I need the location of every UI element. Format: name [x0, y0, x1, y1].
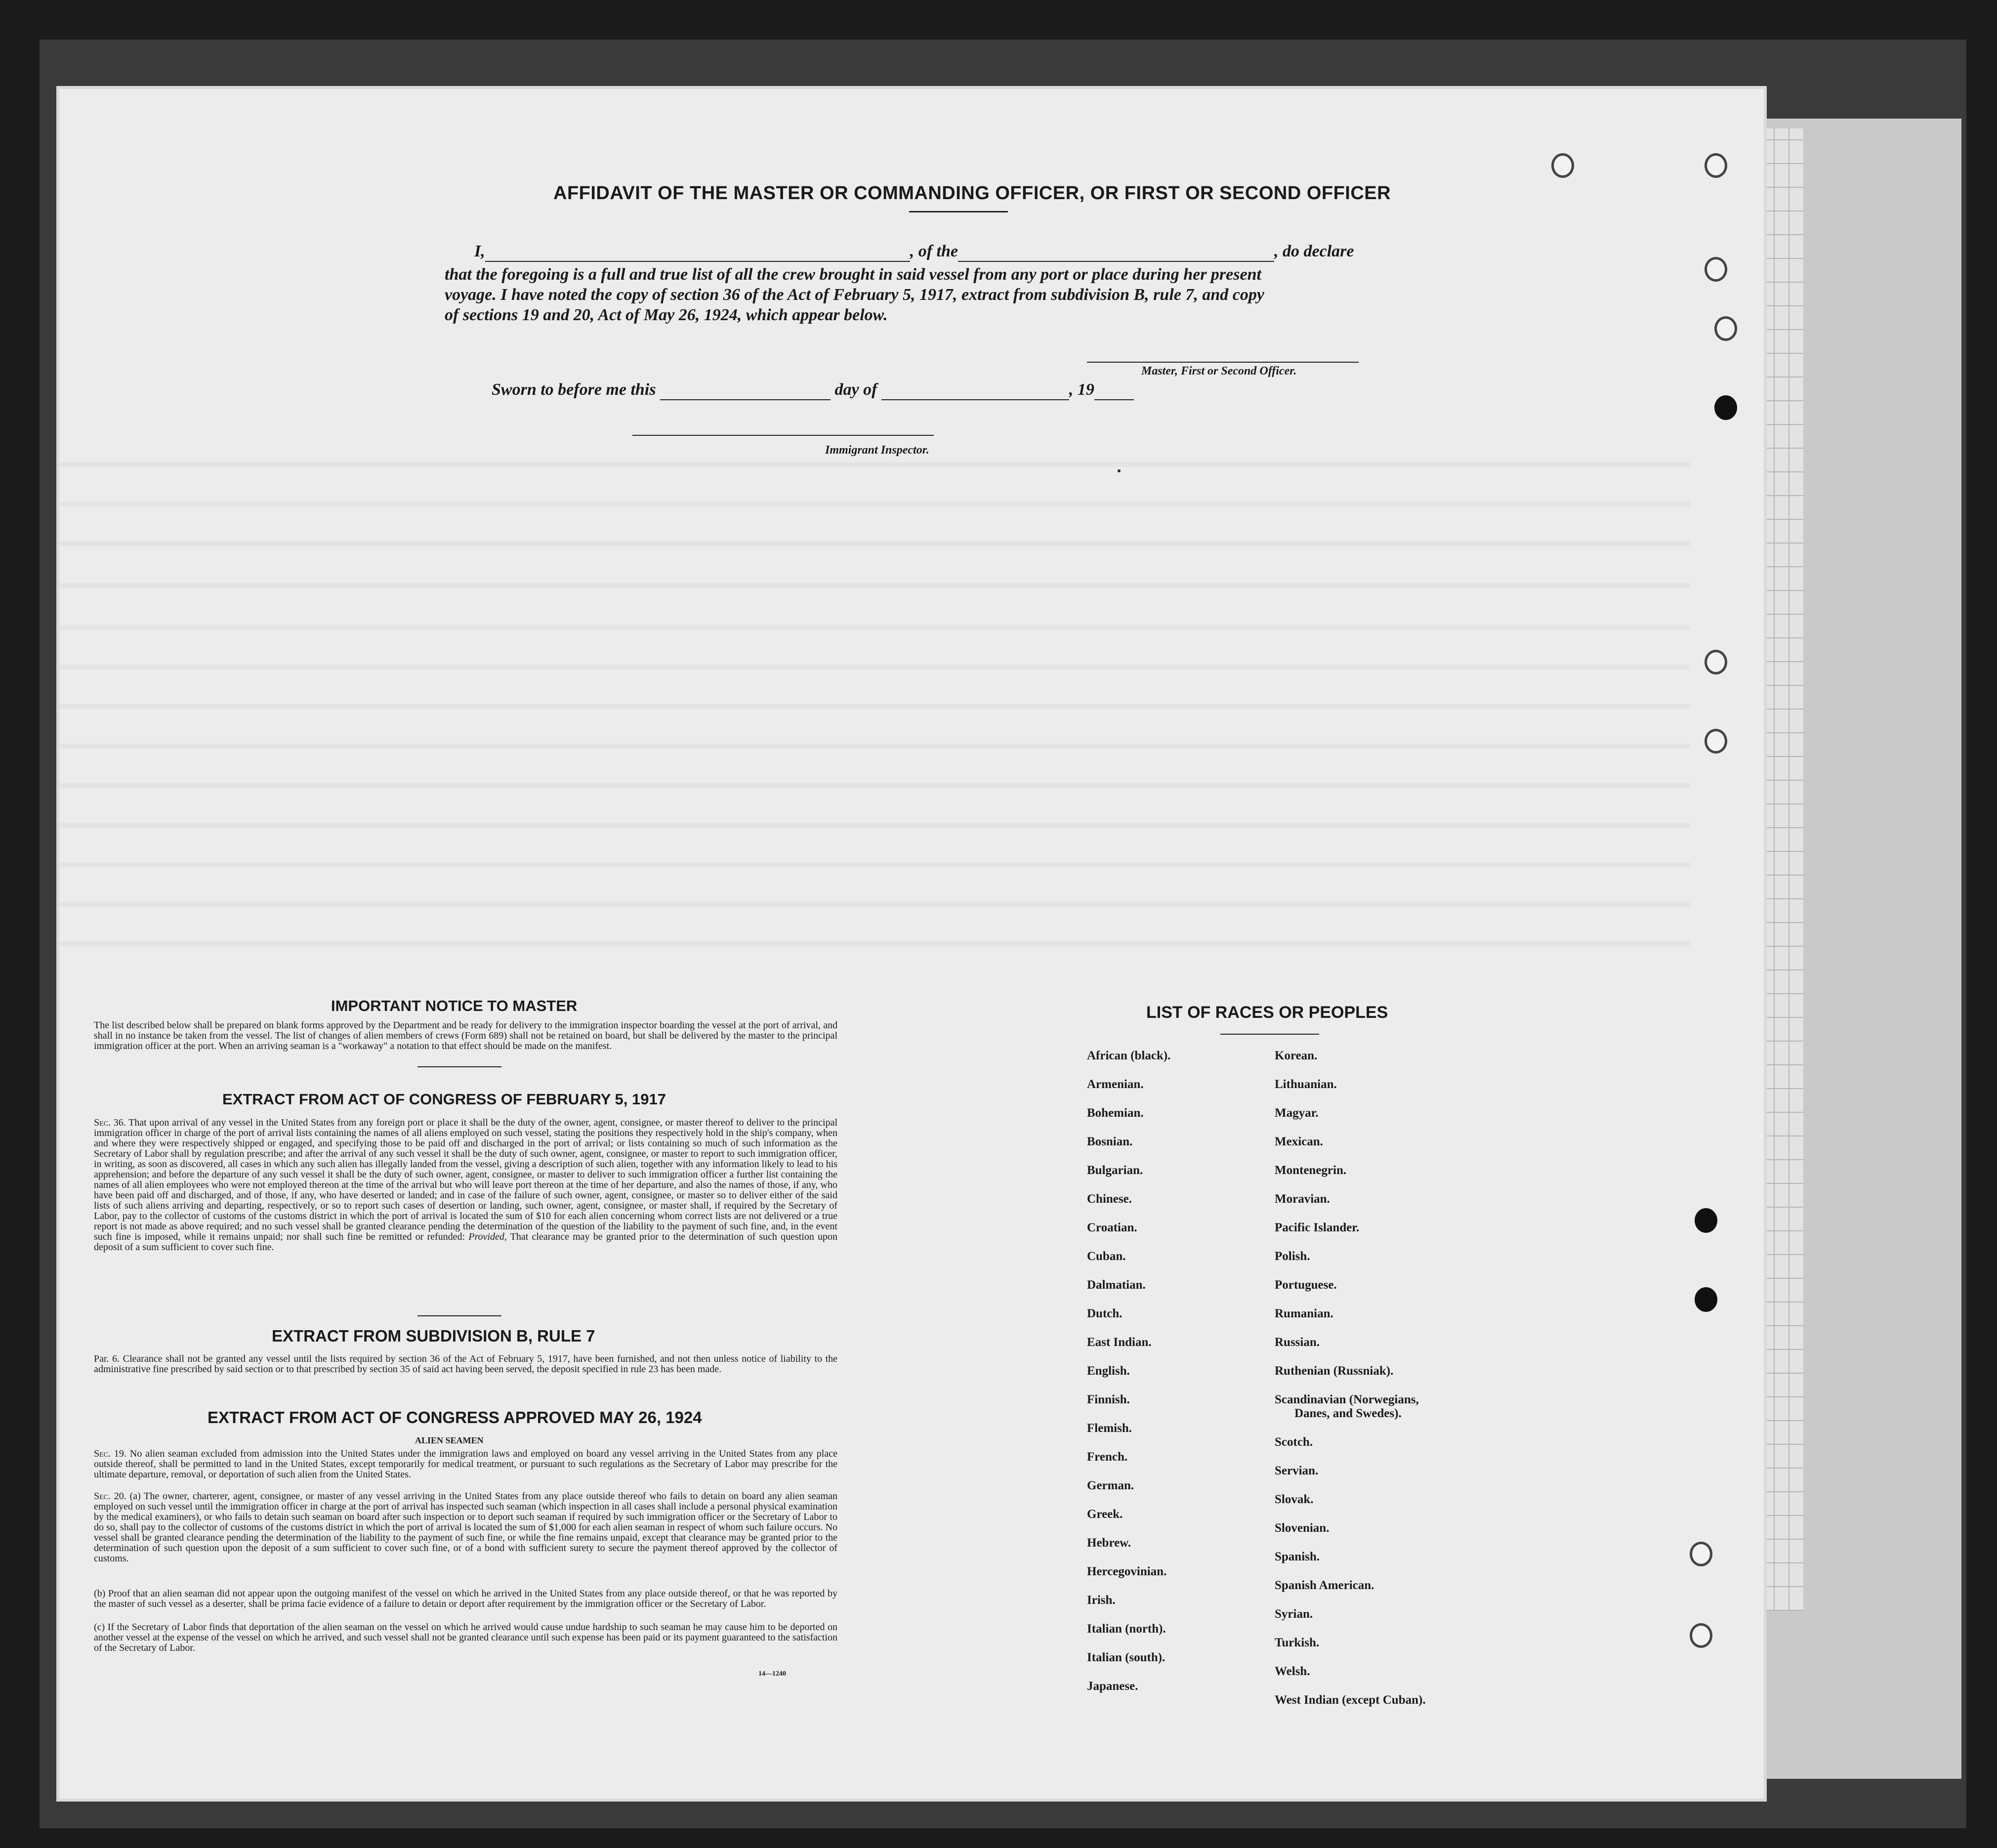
- race-item: West Indian (except Cuban).: [1275, 1693, 1426, 1707]
- race-item: Italian (north).: [1087, 1622, 1166, 1636]
- race-item: Welsh.: [1275, 1665, 1310, 1678]
- race-item: Turkish.: [1275, 1636, 1320, 1649]
- affidavit-line-2: that the foregoing is a full and true list of all the crew brought in said vessel from any port or place during her present: [445, 265, 1261, 284]
- races-right-column: [1275, 1049, 1426, 1722]
- race-item: Bohemian.: [1087, 1106, 1144, 1120]
- races-left-column: [1087, 1049, 1170, 1708]
- race-item: Dutch.: [1087, 1307, 1123, 1320]
- race-item: Montenegrin.: [1275, 1164, 1347, 1177]
- race-item: German.: [1087, 1479, 1134, 1492]
- punch-hole: [1695, 1287, 1717, 1312]
- sec-19-body: [94, 1449, 837, 1480]
- race-item: Rumanian.: [1275, 1307, 1333, 1320]
- race-item: Ruthenian (Russniak).: [1275, 1364, 1394, 1378]
- ghost-row: [59, 704, 1690, 709]
- proviso-word: Provided,: [468, 1231, 507, 1242]
- race-item: Slovak.: [1275, 1493, 1314, 1506]
- underlying-grid-page: [1759, 128, 1803, 1611]
- ghost-row: [59, 541, 1690, 546]
- extract-rule7-body: Par. 6. Clearance shall not be granted any vessel until the lists required by section 36 of the Act of February 5, 1917, have been furnished, and not then unless notice of liability to the administrative fine prescribed by said section or to that prescribed by section 35 of said act having been served, the deposit specified in rule 23 has been made.: [94, 1353, 837, 1375]
- proviso-text: That clearance may be granted prior to the determination of such question upon deposit of a sum sufficient to cover such fine.: [94, 1231, 838, 1253]
- race-item: Lithuanian.: [1275, 1078, 1337, 1091]
- race-item: Pacific Islander.: [1275, 1221, 1360, 1234]
- punch-hole: [1690, 1542, 1712, 1566]
- race-item: Hercegovinian.: [1087, 1565, 1167, 1578]
- race-item: Spanish.: [1275, 1550, 1320, 1563]
- day-of: day of: [834, 380, 877, 399]
- punch-hole: [1714, 395, 1737, 420]
- race-item: Croatian.: [1087, 1221, 1137, 1234]
- extract-rule7-title: EXTRACT FROM SUBDIVISION B, RULE 7: [272, 1327, 595, 1345]
- races-title: LIST OF RACES OR PEOPLES: [1146, 1003, 1388, 1022]
- race-item: East Indian.: [1087, 1336, 1152, 1349]
- race-item: Armenian.: [1087, 1078, 1144, 1091]
- affidavit-line-3: voyage. I have noted the copy of section 36 of the Act of February 5, 1917, extract from subdivision B, rule 7, and copy: [445, 286, 1264, 304]
- punch-hole: [1714, 316, 1737, 341]
- punch-hole: [1695, 1208, 1717, 1233]
- sec-36-label: Sec. 36.: [94, 1117, 126, 1128]
- master-signature-line: [1087, 362, 1359, 363]
- race-item: Greek.: [1087, 1508, 1123, 1521]
- divider: [417, 1066, 501, 1067]
- sec-20c-body: (c) If the Secretary of Labor finds that deportation of the alien seaman on the vessel on which he arrived would cause undue hardship to such seaman he may cause him to be deported on another vessel at the expense of the vessel on which he arrived, and such vessel shall not be granted clearance until such expense has been paid or its payment guaranteed to the satisfaction of the Secretary of Labor.: [94, 1622, 837, 1653]
- ghost-row: [59, 502, 1690, 506]
- race-item: Cuban.: [1087, 1250, 1126, 1263]
- year-prefix: , 19: [1069, 380, 1094, 399]
- form-number: 14—1240: [758, 1670, 786, 1678]
- race-item: Spanish American.: [1275, 1579, 1374, 1592]
- race-item: Russian.: [1275, 1336, 1320, 1349]
- ink-speck: [1118, 469, 1121, 472]
- race-item: Syrian.: [1275, 1607, 1313, 1621]
- ghost-row: [59, 941, 1690, 946]
- race-item: Danes, and Swedes).: [1294, 1407, 1402, 1420]
- punch-hole: [1705, 650, 1727, 674]
- notice-body: The list described below shall be prepared on blank forms approved by the Department and be ready for delivery to the immigration inspector boarding the vessel at the port of arrival, and shall in no instance be taken from the vessel. The list of changes of alien members of crews (Form 689) shall not be retained on board, but shall be delivered by the master to the principal immigration officer at the port. When an arriving seaman is a "workaway" a notation to that effect should be made on the manifest.: [94, 1020, 837, 1051]
- race-item: Slovenian.: [1275, 1521, 1330, 1535]
- sworn-line: [492, 380, 1134, 400]
- race-item: French.: [1087, 1450, 1128, 1464]
- inspector-caption: Immigrant Inspector.: [825, 444, 929, 457]
- race-item: Flemish.: [1087, 1422, 1132, 1435]
- race-item: Irish.: [1087, 1594, 1116, 1607]
- race-item: Bosnian.: [1087, 1135, 1133, 1148]
- race-item: Scandinavian (Norwegians,: [1275, 1393, 1419, 1406]
- race-item: Portuguese.: [1275, 1278, 1337, 1292]
- race-item: Scotch.: [1275, 1435, 1313, 1449]
- extract-1924-title: EXTRACT FROM ACT OF CONGRESS APPROVED MAY 26, 1924: [208, 1408, 702, 1427]
- race-item: Dalmatian.: [1087, 1278, 1146, 1292]
- master-caption: Master, First or Second Officer.: [1141, 365, 1297, 378]
- notice-title: IMPORTANT NOTICE TO MASTER: [331, 997, 578, 1014]
- ghost-row: [59, 862, 1690, 867]
- sec-19-label: Sec. 19.: [94, 1448, 126, 1459]
- punch-hole: [1705, 729, 1727, 754]
- race-item: Mexican.: [1275, 1135, 1323, 1148]
- inspector-signature-line: [632, 435, 934, 436]
- race-item: Japanese.: [1087, 1680, 1138, 1693]
- ghost-row: [59, 625, 1690, 630]
- sec-19-text: No alien seaman excluded from admission into the United States under the immigration laws and employed on board any vessel arriving in the United States from any place outside thereof, shall be permitted to land in the United States, except temporarily for medical treatment, or pursuant to such regulations as the Secretary of Labor may prescribe for the ultimate departure, removal, or deportation of such alien from the United States.: [94, 1448, 837, 1480]
- punch-hole: [1705, 153, 1727, 178]
- day-blank: [660, 380, 831, 400]
- race-item: Hebrew.: [1087, 1536, 1131, 1550]
- ghost-row: [59, 823, 1690, 828]
- ghost-row: [59, 783, 1690, 788]
- extract-1924-subtitle: ALIEN SEAMEN: [415, 1435, 484, 1445]
- race-item: Servian.: [1275, 1464, 1319, 1477]
- race-item: Korean.: [1275, 1049, 1318, 1062]
- punch-hole: [1690, 1623, 1712, 1648]
- race-item: Polish.: [1275, 1250, 1310, 1263]
- ghost-row: [59, 665, 1690, 670]
- vessel-blank: [958, 242, 1274, 262]
- punch-hole: [1551, 153, 1574, 178]
- race-item: Bulgarian.: [1087, 1164, 1143, 1177]
- sec-36-text: That upon arrival of any vessel in the United States from any foreign port or place it shall be the duty of the owner, agent, consignee, or master thereof to deliver to the principal immigration officer in charge of the port of arrival lists containing the names of all aliens employed on such vessel, stating the positions they respectively hold in the ship's company, when and where they were respectively shipped or engaged, and specifying those to be paid off and discharged in the port of arrival; or lists containing so much of such information as the Secretary of Labor shall by regulation prescribe; and after the arrival of any such vessel it shall be the duty of such owner, agent, consignee, or master to report to such immigration officer, in writing, as soon as discovered, all cases in which any such alien has illegally landed from the vessel, giving a description of such alien, together with any information likely to lead to his apprehension; and before the departure of any such vessel it shall be the duty of such owner, agent, consignee, or master to deliver to such immigration officer a further list containing the names of all alien employees who were not employed thereon at the time of the arrival but who will leave port thereon at the time of her departure, and also the names of those, if any, who have been paid off and discharged, and of those, if any, who have deserted or landed; and in case of the failure of such owner, agent, consignee, or master so to deliver either of the said lists of such aliens arriving and departing, respectively, or so to report such cases of desertion or landing, such owner, agent, consignee, or master shall, if required by the Secretary of Labor, pay to the collector of customs of the customs district in which the port of arrival is located the sum of $10 for each alien concerning whom correct lists are not delivered or a true report is not made as above required; and no such vessel shall be granted clearance pending the determination of the question of the liability to the payment of such fine, and, in the event such fine is imposed, while it remains unpaid; nor shall such fine be remitted or refunded:: [94, 1117, 838, 1242]
- sworn-prefix: Sworn to before me this: [492, 380, 656, 399]
- affidavit-of-the: , of the: [910, 242, 958, 260]
- year-blank: [1094, 380, 1134, 400]
- name-blank: [485, 242, 910, 262]
- extract-1917-body: [94, 1118, 837, 1253]
- punch-hole: [1705, 257, 1727, 282]
- affidavit-title: AFFIDAVIT OF THE MASTER OR COMMANDING OFFICER, OR FIRST OR SECOND OFFICER: [553, 183, 1391, 204]
- ghost-row: [59, 462, 1690, 467]
- sec-20a-text: (a) The owner, charterer, agent, consignee, or master of any vessel arriving in the United States from any place outside thereof who fails to detain on board any alien seaman employed on such vessel until the immigration officer in charge at the port of arrival has inspected such seaman (which inspection in all cases shall include a personal physical examination by the medical examiners), or who fails to detain such seaman on board after such inspection or to deport such seaman if required by such immigration officer or the Secretary of Labor to do so, shall pay to the collector of customs of the customs district in which the port of arrival is located the sum of $1,000 for each alien seaman in respect of whom such failure occurs. No vessel shall be granted clearance pending the determination of the liability to the payment of such fine, or while the fine remains unpaid, except that clearance may be granted prior to the determination of such question upon the deposit of a sum sufficient to cover such fine, or of a bond with sufficient surety to secure the payment thereof approved by the collector of customs.: [94, 1491, 838, 1564]
- race-item: African (black).: [1087, 1049, 1171, 1062]
- affidavit-line-4: of sections 19 and 20, Act of May 26, 1924, which appear below.: [445, 306, 888, 324]
- sec-20a-body: [94, 1491, 837, 1564]
- ghost-row: [59, 744, 1690, 749]
- race-item: Finnish.: [1087, 1393, 1130, 1406]
- affidavit-line-1: [474, 242, 1354, 262]
- race-item: Magyar.: [1275, 1106, 1319, 1120]
- sec-20-label: Sec. 20.: [94, 1491, 126, 1502]
- month-blank: [881, 380, 1069, 400]
- sec-20b-body: (b) Proof that an alien seaman did not appear upon the outgoing manifest of the vessel on which he arrived in the United States from any place outside thereof, or that he was reported by the master of such vessel as a deserter, shall be prima facie evidence of a failure to detain or deport after requirement by the immigration officer or the Secretary of Labor.: [94, 1588, 837, 1609]
- ghost-row: [59, 902, 1690, 907]
- ghost-row: [59, 583, 1690, 588]
- divider: [909, 211, 1008, 212]
- race-item: Chinese.: [1087, 1192, 1132, 1206]
- race-item: Italian (south).: [1087, 1651, 1165, 1664]
- extract-1917-title: EXTRACT FROM ACT OF CONGRESS OF FEBRUARY 5, 1917: [222, 1091, 666, 1108]
- affidavit-i: I,: [474, 242, 485, 260]
- divider: [1220, 1034, 1319, 1035]
- affidavit-do-declare: , do declare: [1274, 242, 1354, 260]
- race-item: Moravian.: [1275, 1192, 1330, 1206]
- divider: [417, 1315, 501, 1316]
- race-item: English.: [1087, 1364, 1130, 1378]
